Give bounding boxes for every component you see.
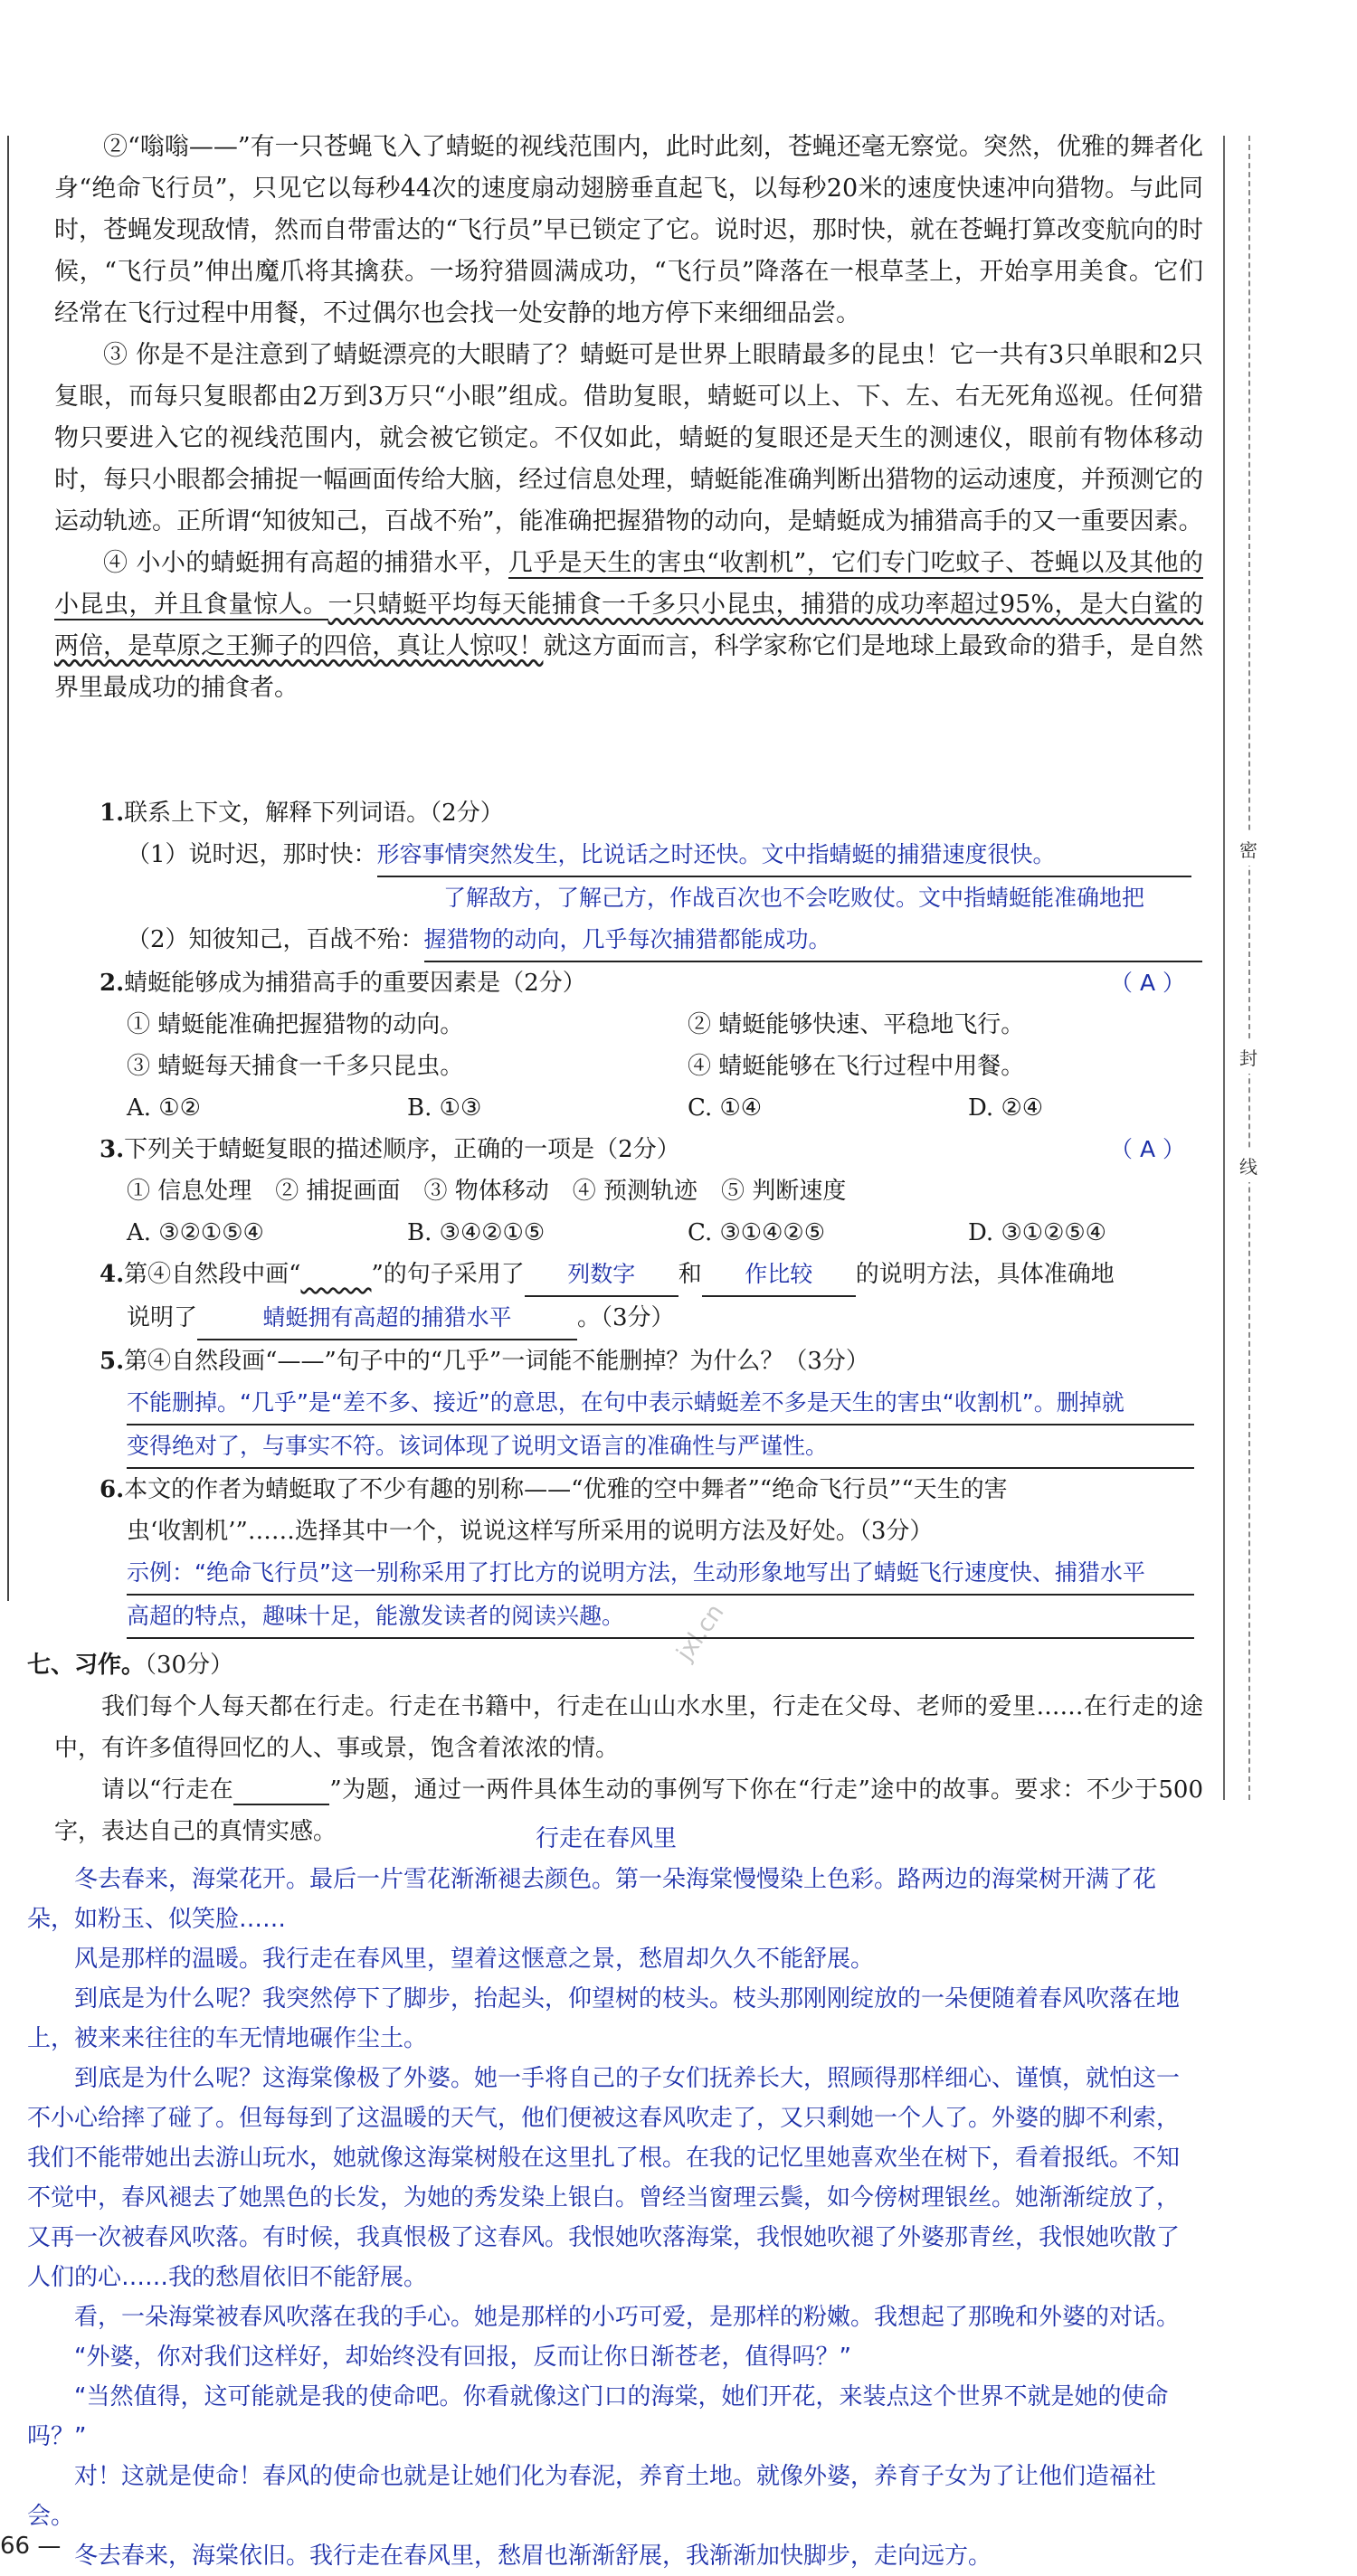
answer-choice: （ A ） (1110, 1136, 1185, 1162)
question-6: 6.本文的作者为蜻蜓取了不少有趣的别称——“优雅的空中舞者”“绝命飞行员”“天生的害 (100, 1476, 1008, 1503)
sample-essay (0, 1818, 1212, 2576)
title-blank (233, 1776, 329, 1805)
answer-text: 握猎物的动向，几乎每次捕猎都能成功。 (424, 919, 1202, 962)
question-3: 3.下列关于蜻蜓复眼的描述顺序，正确的一项是（2分） （ A ） (54, 1129, 1203, 1170)
answer-text: 列数字 (525, 1254, 678, 1297)
essay-paragraph: 到底是为什么呢？我突然停下了脚步，抬起头，仰望树的枝头。枝头那刚刚绽放的一朵便随着春风吹落在地上，被来来往往的车无情地碾作尘土。 (27, 1985, 1181, 2052)
essay-paragraph: 看，一朵海棠被春风吹落在我的手心。她是那样的小巧可爱，是那样的粉嫩。我想起了那晚和外婆的对话。 (74, 2304, 1181, 2331)
question-4: 4.第④自然段中画“ ”的句子采用了 列数字 和 作比较 的说明方法，具体准确地 (54, 1254, 1203, 1297)
dash-underlined-sentence: 几乎是天生的害虫“收割机”，它们专门吃蚊子、苍蝇以及其他的小昆虫，并且食量惊人。 (54, 549, 1203, 619)
passage-paragraph-3: ③ 你是不是注意到了蜻蜓漂亮的大眼睛了？蜻蜓可是世界上眼睛最多的昆虫！它一共有3只单眼和2只复眼，而每只复眼都由2万到3万只“小眼”组成。借助复眼，蜻蜓可以上、下、左、右无死角巡视。任何猎物只要进入它的视线范围内，就会被它锁定。不仅如此，蜻蜓的复眼还是天生的测速仪，眼前有物体移动时，每只小眼都会捕捉一幅画面传给大脑，经过信息处理，蜻蜓能准确判断出猎物的运动速度，并预测它的运动轨迹。正所谓“知彼知己，百战不殆”，能准确把握猎物的动向，是蜻蜓成为捕猎高手的又一重要因素。 (54, 341, 1203, 535)
question-5: 5.第④自然段画“——”句子中的“几乎”一词能不能删掉？为什么？（3分） (100, 1348, 869, 1375)
answer-text: 变得绝对了，与事实不符。该词体现了说明文语言的准确性与严谨性。 (127, 1425, 1194, 1469)
answer-text: 形容事情突然发生，比说话之时还快。文中指蜻蜓的捕猎速度很快。 (377, 834, 1191, 877)
section-7-intro: 我们每个人每天都在行走。行走在书籍中，行走在山山水水里，行走在父母、老师的爱里……在行走的途中，有许多值得回忆的人、事或景，饱含着浓浓的情。 (54, 1693, 1203, 1762)
page-number: 66 — (0, 2533, 62, 2560)
questions-block: 1.联系上下文，解释下列词语。（2分） （1）说时迟，那时快：形容事情突然发生，比说话之时还快。文中指蜻蜓的捕猎速度很快。 了解敌方，了解己方，作战百次也不会吃败仗。文中指蜻蜓能准确地把 （2）知彼知己，百战不殆：握猎物的动向，几乎每次捕猎都能成功。 2.蜻蜓能够成为捕猎高手的重要因素是（2分） （ A ） ① 蜻蜓能准确把握猎物的动向。 ② 蜻蜓能够快速、平稳地飞行。 ③ 蜻蜓每天捕食一千多只昆虫。 ④ 蜻蜓能够在飞行过程中用餐。 A. ①② B. ①③ C. ①④ D. ②④ 3.下列关于蜻蜓复眼的描述顺序，正确的一项是（2分） （ A ） ① 信息处理 ② 捕捉画面 ③ 物体移动 ④ 预测轨迹 ⑤ 判断速度 A. ③②①⑤④ B. ③④②①⑤ C. ③①④②⑤ D. ③①②⑤④ 4.第④自然段中画“ ”的句子采用了 列数字 和 作比较 的说明方法，具体准确地 说明了 蜻蜓拥有高超的捕猎水平 。（3分） 5.第④自然段画“——”句子中的“几乎”一词能不能删掉？为什么？（3分） 不能删掉。“几乎”是“差不多、接近”的意思，在句中表示蜻蜓差不多是天生的害虫“收割机”。删掉就 变得绝对了，与事实不符。该词体现了说明文语言的准确性与严谨性。 6.本文的作者为蜻蜓取了不少有趣的别称——“优雅的空中舞者”“绝命飞行员”“天生的害 虫‘收割机’”……选择其中一个，说说这样写所采用的说明方法及好处。（3分） 示例：“绝命飞行员”这一别称采用了打比方的说明方法，生动形象地写出了蜻蜓飞行速度快、捕猎水平 高超的特点，趣味十足，能激发读者的阅读兴趣。 七、习作。（30分） 我们每个人每天都在行走。行走在书籍中，行走在山山水水里，行走在父母、老师的爱里……在行走的途中，有许多值得回忆的人、事或景，饱含着浓浓的情。 请以“行走在 ”为题，通过一两件具体生动的事例写下你在“行走”途中的故事。要求：不少于500字，表达自己的真情实感。 (54, 792, 1203, 1852)
answer-choice: （ A ） (1110, 970, 1185, 996)
essay-paragraph: 冬去春来，海棠花开。最后一片雪花渐渐褪去颜色。第一朵海棠慢慢染上色彩。路两边的海棠树开满了花朵，如粉玉、似笑脸…… (27, 1866, 1157, 1933)
essay-paragraph: 冬去春来，海棠依旧。我行走在春风里，愁眉也渐渐舒展，我渐渐加快脚步，走向远方。 (74, 2543, 992, 2570)
essay-paragraph: “外婆，你对我们这样好，却始终没有回报，反而让你日渐苍老，值得吗？” (74, 2344, 851, 2371)
essay-paragraph: 对！这就是使命！春风的使命也就是让她们化为春泥，养育土地。就像外婆，养育子女为了让他们造福社会。 (27, 2463, 1157, 2530)
watermark: jxl.cn (671, 1599, 730, 1666)
passage-paragraph-2: ②“嗡嗡——”有一只苍蝇飞入了蜻蜓的视线范围内，此时此刻，苍蝇还毫无察觉。突然，优雅的舞者化身“绝命飞行员”，只见它以每秒44次的速度扇动翅膀垂直起飞，以每秒20米的速度快速冲向猎物。与此同时，苍蝇发现敌情，然而自带雷达的“飞行员”早已锁定了它。说时迟，那时快，就在苍蝇打算改变航向的时候，“飞行员”伸出魔爪将其擒获。一场狩猎圆满成功，“飞行员”降落在一根草茎上，开始享用美食。它们经常在飞行过程中用餐，不过偶尔也会找一处安静的地方停下来细细品尝。 (54, 133, 1203, 327)
answer-text: 作比较 (702, 1254, 856, 1297)
seal-mark: 密 (1239, 832, 1257, 866)
answer-text: 蜻蜓拥有高超的捕猎水平 (197, 1297, 577, 1340)
answer-text: 了解敌方，了解己方，作战百次也不会吃败仗。文中指蜻蜓能准确地把 (443, 885, 1145, 911)
wavy-underlined-sentence: 一只蜻蜓平均每天能捕食一千多只小昆虫，捕猎的成功率超过95%，是大白鲨的两倍，是草原之王狮子的四倍，真让人惊叹！ (54, 591, 1203, 660)
left-binding-rule (7, 136, 9, 1601)
answer-text: 示例：“绝命飞行员”这一别称采用了打比方的说明方法，生动形象地写出了蜻蜓飞行速度快、捕猎水平 (127, 1552, 1194, 1596)
question-2: 2.蜻蜓能够成为捕猎高手的重要因素是（2分） （ A ） (54, 962, 1203, 1004)
seal-line-margin (1212, 136, 1267, 1800)
passage-paragraph-4: ④ 小小的蜻蜓拥有高超的捕猎水平，几乎是天生的害虫“收割机”，它们专门吃蚊子、苍蝇以及其他的小昆虫，并且食量惊人。一只蜻蜓平均每天能捕食一千多只小昆虫，捕猎的成功率超过95%，是大白鲨的两倍，是草原之王狮子的四倍，真让人惊叹！就这方面而言，科学家称它们是地球上最致命的猎手，是自然界里最成功的捕食者。 (54, 549, 1204, 702)
section-7-heading: 七、习作。（30分） (27, 1652, 234, 1679)
section-7-requirement: 请以“行走在 ”为题，通过一两件具体生动的事例写下你在“行走”途中的故事。要求：不少于500字，表达自己的真情实感。 (54, 1776, 1203, 1845)
seal-mark: 线 (1239, 1149, 1257, 1182)
question-1: 1.联系上下文，解释下列词语。（2分） (100, 800, 504, 827)
answer-text: 高超的特点，趣味十足，能激发读者的阅读兴趣。 (127, 1596, 1194, 1639)
essay-title: 行走在春风里 (535, 1825, 677, 1852)
essay-paragraph: 到底是为什么呢？这海棠像极了外婆。她一手将自己的子女们抚养长大，照顾得那样细心、谨慎，就怕这一不小心给摔了碰了。但每每到了这温暖的天气，他们便被这春风吹走了，又只剩她一个人了。外婆的脚不利索，我们不能带她出去游山玩水，她就像这海棠树般在这里扎了根。在我的记忆里她喜欢坐在树下，看着报纸。不知不觉中，春风褪去了她黑色的长发，为她的秀发染上银白。曾经当窗理云鬓，如今傍树理银丝。她渐渐绽放了，又再一次被春风吹落。有时候，我真恨极了这春风。我恨她吹落海棠，我恨她吹褪了外婆那青丝，我恨她吹散了人们的心……我的愁眉依旧不能舒展。 (27, 2065, 1181, 2291)
essay-paragraph: 风是那样的温暖。我行走在春风里，望着这惬意之景，愁眉却久久不能舒展。 (74, 1946, 875, 1973)
seal-mark: 封 (1239, 1040, 1257, 1074)
reading-passage (54, 127, 1203, 709)
answer-text: 不能删掉。“几乎”是“差不多、接近”的意思，在句中表示蜻蜓差不多是天生的害虫“收割机”。删掉就 (127, 1382, 1194, 1425)
essay-paragraph: “当然值得，这可能就是我的使命吧。你看就像这门口的海棠，她们开花，来装点这个世界不就是她的使命吗？” (27, 2383, 1169, 2450)
